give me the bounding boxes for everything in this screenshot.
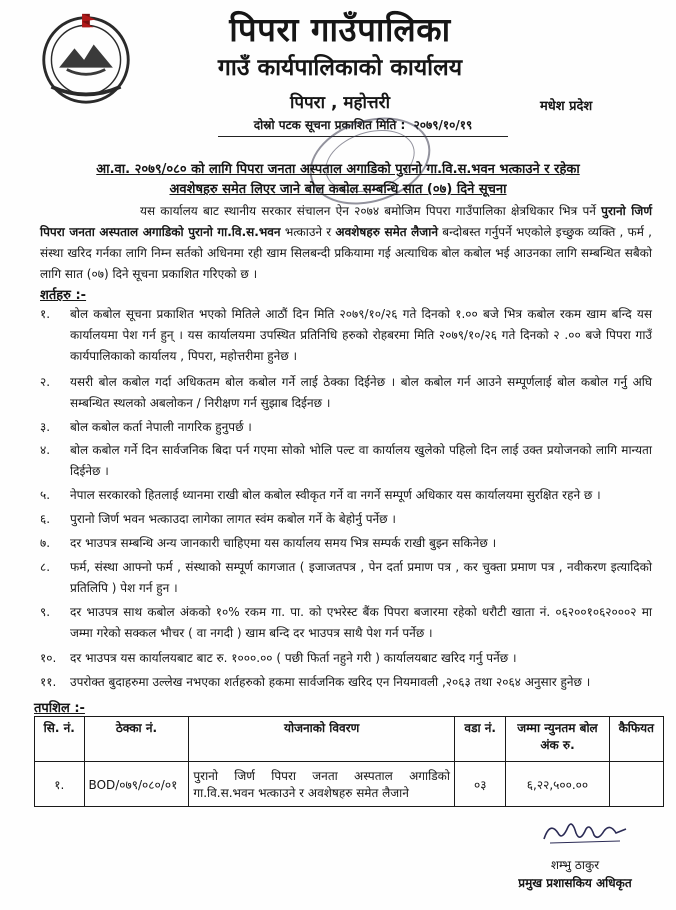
condition-number: ५.	[40, 488, 51, 502]
condition-text: दर भाउपत्र यस कार्यालयबाट बाट रु. १०००.०० ( पछी फिर्ता नहुने गरी ) कार्यालयबाट खरिद गर्नु पर्नेछ ।	[70, 651, 517, 665]
header-ward-no: वडा नं.	[454, 717, 505, 762]
condition-number: ७.	[40, 536, 51, 550]
header-min-bid: जम्मा न्युनतम बोल अंक रु.	[506, 717, 609, 762]
condition-item	[40, 485, 652, 506]
condition-item	[40, 372, 652, 414]
intro-bold-1: पुरानो जिर्ण पिपरा जनता अस्पताल अगाडिको पुरानो गा.वि.स.भवन	[40, 204, 652, 239]
header-serial-no: सि. नं.	[35, 717, 85, 762]
cell-min-bid: ६,२२,५००.००	[506, 762, 609, 807]
intro-text-3: बन्दोबस्त गर्नुपर्ने भएकोले इच्छुक व्यक्ति , फर्म , संस्था खरिद गर्नका लागि निम्न सर्तको अधिनमा रही खाम सिलबन्दी प्रकियामा गई अत्याधिक बोल कबोल भई आउनका लागि सम्बन्धित सबैको लागि सात (०७) दिने सूचना प्रकाशित गरिएको छ ।	[40, 225, 652, 281]
schedule-heading: तपशिल :-	[34, 701, 85, 716]
headline-line-2: अवशेषहरु समेत लिएर जाने बोल कबोल सम्बन्धि सात (०७) दिने सूचना	[169, 182, 507, 197]
municipality-title: पिपरा गाउँपालिका	[229, 10, 451, 49]
condition-text: नेपाल सरकारको हितलाई ध्यानमा राखी बोल कबोल स्वीकृत गर्ने वा नगर्ने सम्पूर्ण अधिकार यस कार्यालयमा सुरक्षित रहने छ ।	[70, 488, 601, 502]
condition-text: बोल कबोल सूचना प्रकाशित भएको मितिले आठौं दिन मिति २०७९/१०/२६ गते दिनको १.०० बजे भित्र कबोल रकम खाम बन्दि यस कार्यालयमा पेश गर्न हुन् । यस कार्यालयमा उपस्थित प्रतिनिधि हरुको रोहबरमा मिति २०७९/१०/२६ गते दिनको २ .०० बजे पिपरा गाउँ कार्यपालिकाको कार्यालय , पिपरा, महोत्तरीमा हुनेछ ।	[70, 307, 652, 363]
notice-headline	[30, 160, 646, 200]
signatory-title: प्रमुख प्रशासकिय अधिकृत	[518, 876, 632, 890]
signatory-name: शम्भु ठाकुर	[550, 858, 600, 872]
office-location: पिपरा , महोत्तरी	[289, 93, 391, 113]
header-contract-no: ठेक्का नं.	[84, 717, 189, 762]
handwritten-signature	[540, 815, 630, 849]
condition-text: बोल कबोल कर्ता नेपाली नागरिक हुनुपर्छ ।	[70, 420, 252, 434]
condition-number: २.	[40, 375, 51, 389]
condition-text: उपरोक्त बुदाहरुमा उल्लेख नभएका शर्तहरुको हकमा सार्वजनिक खरिद एन नियमावली ,२०६३ तथा २०६४ अनुसार हुनेछ ।	[70, 675, 591, 689]
condition-number: ८.	[40, 560, 51, 574]
header-description: योजनाको विवरण	[189, 717, 455, 762]
intro-text-1: यस कार्यालय बाट स्थानीय सरकार संचालन ऐन २०७४ बमोजिम पिपरा गाउँपालिका क्षेत्रधिकार भित्र पर्ने	[140, 204, 596, 218]
condition-number: ३.	[40, 420, 51, 434]
office-title: गाउँ कार्यपालिकाको कार्यालय	[217, 55, 463, 81]
cell-ward-no: ०३	[454, 762, 505, 807]
nepal-emblem-logo	[38, 10, 134, 106]
condition-text: बोल कबोल गर्ने दिन सार्वजनिक बिदा पर्न गएमा सोको भोलि पल्ट वा कार्यालय खुलेको पहिलो दिन लाई उक्त प्रयोजनको लागि मान्यता दिईनेछ ।	[70, 443, 652, 478]
intro-text-2: भत्काउने र	[284, 225, 332, 239]
intro-paragraph	[40, 201, 652, 285]
condition-text: यसरी बोल कबोल गर्दा अधिकतम बोल कबोल गर्ने लाई ठेक्का दिईनेछ । बोल कबोल गर्न आउने सम्पूर्णलाई बोल कबोल गर्नु अघि सम्बन्धित स्थलको अबलोकन / निरीक्षण गर्न सुझाब दिईनछ ।	[70, 375, 652, 410]
condition-item	[40, 602, 652, 644]
notice-type-label: दोस्रो पटक सूचना प्रकाशित मिति :	[253, 118, 406, 132]
province-name: मधेश प्रदेश	[540, 99, 593, 114]
table-header-row	[35, 717, 664, 762]
condition-number: १.	[40, 307, 51, 321]
condition-number: ११.	[40, 675, 57, 689]
condition-text: दर भाउपत्र साथ कबोल अंकको १०% रकम गा. पा. को एभरेस्ट बैंक पिपरा बजारमा रहेको धरौटी खाता नं. ०६२००१०६२०००२ मा जम्मा गरेको सक्कल भौचर ( वा नगदी ) खाम बन्दि दर भाउपत्र साथै पेश गर्न पर्नेछ ।	[70, 605, 652, 640]
condition-number: ६.	[40, 512, 51, 526]
cell-serial-no: १.	[35, 762, 85, 807]
condition-text: फर्म, संस्था आफ्नो फर्म , संस्थाको सम्पूर्ण कागजात ( इजाजतपत्र , पेन दर्ता प्रमाण पत्र , कर चुक्ता प्रमाण पत्र , नवीकरण इत्यादिको प्रतिलिपि ) पेश गर्न हुन ।	[70, 560, 652, 595]
condition-number: ९.	[40, 605, 51, 619]
condition-item	[40, 417, 652, 438]
condition-item	[40, 440, 652, 482]
condition-item	[40, 557, 652, 599]
schedule-table	[34, 716, 664, 807]
condition-item	[40, 533, 652, 554]
condition-number: १०.	[40, 651, 57, 665]
conditions-heading: शर्तहरु :-	[40, 288, 87, 303]
notice-date: २०७९/१०/१९	[413, 118, 473, 132]
condition-number: ४.	[40, 443, 51, 457]
condition-item	[40, 304, 652, 367]
condition-text: दर भाउपत्र सम्बन्धि अन्य जानकारी चाहिएमा यस कार्यालय समय भित्र सम्पर्क राखी बुझ्न सकिनेछ ।	[70, 536, 497, 550]
intro-bold-2: अवशेषहरु समेत लैजाने	[335, 225, 438, 239]
condition-text: पुरानो जिर्ण भवन भत्काउदा लागेका लागत स्वंम कबोल गर्ने के बेहोर्नु पर्नेछ ।	[70, 512, 396, 526]
headline-line-1: आ.वा. २०७९/०८० को लागि पिपरा जनता अस्पताल अगाडिको पुरानो गा.वि.स.भवन भत्काउने र रहेका	[96, 162, 580, 177]
cell-remarks	[609, 762, 663, 807]
condition-item	[40, 648, 652, 669]
condition-item	[40, 672, 652, 693]
cell-contract-no: BOD/०७९/०८०/०१	[84, 762, 189, 807]
header-remarks: कैफियत	[609, 717, 663, 762]
condition-item	[40, 509, 652, 530]
table-row	[35, 762, 664, 807]
cell-description: पुरानो जिर्ण पिपरा जनता अस्पताल अगाडिको गा.वि.स.भवन भत्काउने र अवशेषहरु समेत लैजाने	[189, 762, 455, 807]
